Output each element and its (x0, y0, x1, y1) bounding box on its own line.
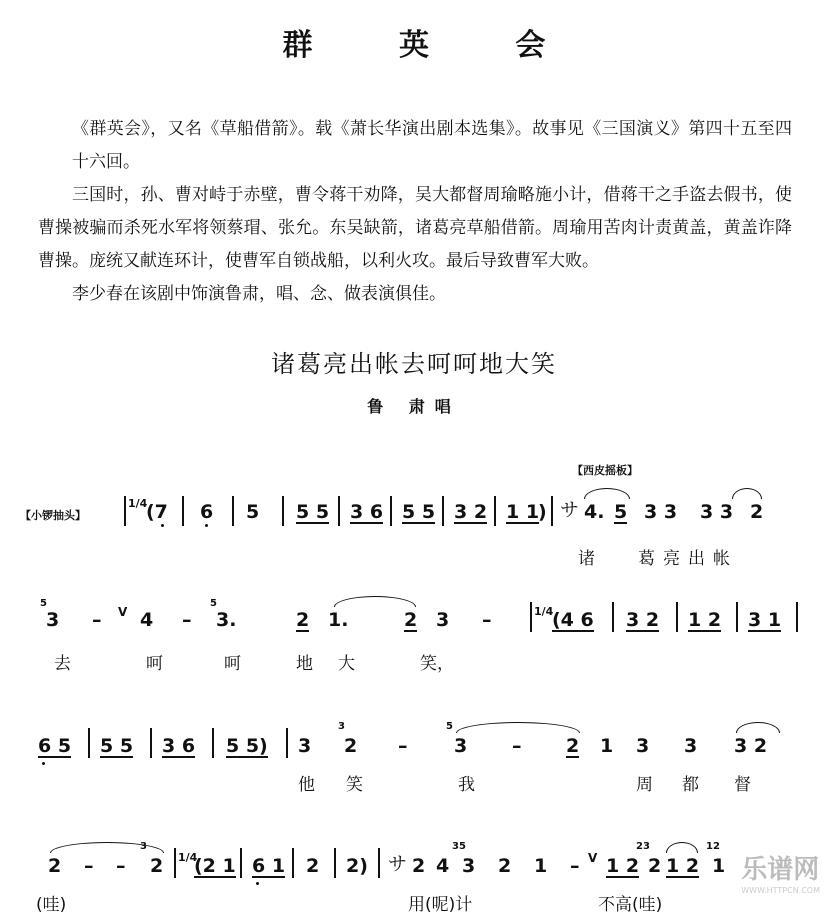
low-octave-dot (205, 524, 208, 527)
watermark-logo (741, 849, 820, 895)
note-group: 3 2 (734, 735, 768, 757)
note-group: 5 5 (296, 501, 330, 523)
lyric: 督 (734, 775, 751, 795)
barline (124, 496, 126, 526)
intro-paragraph-2: 三国时，孙、曹对峙于赤壁，曹令蒋干劝降，吴大都督周瑜略施小计，借蒋干之手盗去假书，使曹操被骗而杀死水军将领蔡瑁、张允。东吴缺箭，诸葛亮草船借箭。周瑜用苦肉计责黄盖，黄盖诈降曹操。庞统又献连环计，使曹军自锁战船，以利火攻。最后导致曹军大败。 (38, 185, 792, 271)
note: 2 (750, 501, 764, 523)
note-group: 5 5) (226, 735, 268, 757)
note: 2 (296, 609, 310, 631)
note: 2 (412, 855, 426, 877)
note: 3. (216, 609, 237, 631)
note: 1 (712, 855, 726, 877)
note: 3 (436, 609, 450, 631)
barline (286, 728, 288, 758)
note: 1. (328, 609, 349, 631)
slur (334, 596, 416, 607)
lyric: 他 (298, 775, 315, 795)
grace-note: 5 (210, 598, 217, 609)
slur (584, 488, 630, 499)
slur (736, 722, 780, 733)
barline (612, 602, 614, 632)
breath-mark: V (118, 605, 128, 619)
barline (530, 602, 532, 632)
barline (232, 496, 234, 526)
note-group: 3 6 (350, 501, 384, 523)
low-octave-dot (256, 882, 259, 885)
intro-paragraph-1: 《群英会》，又名《草船借箭》。载《萧长华演出剧本选集》。故事见《三国演义》第四十五至四十六回。 (72, 119, 792, 172)
note: 2 (344, 735, 358, 757)
lyric: 呵 (224, 654, 241, 674)
barline (150, 728, 152, 758)
grace-note: 5 (40, 598, 47, 609)
note-group: 3 2 (626, 609, 660, 631)
dash: – (84, 855, 94, 877)
note: 5 (246, 501, 260, 523)
note-group: 3 3 (700, 501, 734, 523)
slur (456, 722, 580, 733)
note: 3 (454, 735, 468, 757)
note: 1 (534, 855, 548, 877)
page-title: 群 英 会 (282, 28, 584, 63)
barline (676, 602, 678, 632)
barline (88, 728, 90, 758)
note: 5 (614, 501, 628, 523)
note-group: 1 1 (506, 501, 540, 523)
dash: – (398, 735, 408, 757)
note: 2 (48, 855, 62, 877)
note: 2 (306, 855, 320, 877)
note-group: 6 1 (252, 855, 286, 877)
barline (292, 848, 294, 878)
barline (212, 728, 214, 758)
note: 2 (404, 609, 418, 631)
barline (442, 496, 444, 526)
note-group: 3 6 (162, 735, 196, 757)
note-group: 3 1 (748, 609, 782, 631)
lyric: 葛亮出帐 (638, 549, 738, 569)
lyric: 去 (54, 654, 71, 674)
lyric: 都 (682, 775, 699, 795)
note-group: (2 1 (194, 855, 236, 877)
barline (182, 496, 184, 526)
low-octave-dot (42, 762, 45, 765)
lyric: 用(呢)计 (408, 895, 473, 915)
note: 4. (584, 501, 605, 523)
lyric: (哇) (36, 895, 67, 915)
note: 4 (436, 855, 450, 877)
song-title: 诸葛亮出帐去呵呵地大笑 (271, 350, 557, 378)
note-group: 5 5 (402, 501, 436, 523)
dash: – (570, 855, 580, 877)
grace-note: 23 (636, 841, 650, 852)
lyric: 地 (296, 654, 313, 674)
barline (282, 496, 284, 526)
note: 6 (200, 501, 214, 523)
barline (494, 496, 496, 526)
low-octave-dot (161, 524, 164, 527)
note-group: (4 6 (552, 609, 594, 631)
barline (240, 848, 242, 878)
time-signature: 1/4 (128, 497, 148, 510)
note: ) (538, 501, 547, 523)
barline (551, 496, 553, 526)
note: 2) (346, 855, 368, 877)
note-group: 3 3 (644, 501, 678, 523)
note: 4 (140, 609, 154, 631)
barline (338, 496, 340, 526)
tag-luogu: 【小锣抽头】 (20, 509, 86, 522)
note: 3 (46, 609, 60, 631)
lyric: 诸 (578, 549, 595, 569)
dash: – (116, 855, 126, 877)
lyric: 笑， (420, 654, 454, 674)
dash: – (512, 735, 522, 757)
time-signature: 1/4 (178, 851, 198, 864)
barline (390, 496, 392, 526)
slur (732, 488, 762, 499)
note: 2 (498, 855, 512, 877)
note-group: 1 2 (606, 855, 640, 877)
intro-paragraph-3: 李少春在该剧中饰演鲁肃，唱、念、做表演俱佳。 (72, 284, 446, 304)
grace-note: 3 (338, 721, 345, 732)
grace-note: 35 (452, 841, 466, 852)
watermark-text: 乐谱网 (741, 855, 820, 885)
note: 3 (462, 855, 476, 877)
note: 3 (636, 735, 650, 757)
note: 3 (684, 735, 698, 757)
grace-note: 3 (140, 841, 147, 852)
free-meter-sign: サ (560, 499, 580, 521)
free-meter-sign: サ (388, 853, 408, 875)
note: 1 (600, 735, 614, 757)
lyric: 笑 (346, 775, 363, 795)
lyric: 呵 (146, 654, 163, 674)
dash: – (92, 609, 102, 631)
watermark-url: WWW.HTTPCN.COM (741, 886, 820, 895)
time-signature: 1/4 (534, 605, 554, 618)
note: 2 (150, 855, 164, 877)
grace-note: 5 (446, 721, 453, 732)
breath-mark: V (588, 851, 598, 865)
slur (666, 842, 698, 853)
note-group: 5 5 (100, 735, 134, 757)
barline (796, 602, 798, 632)
tag-banqiang: 【西皮摇板】 (572, 464, 638, 477)
lyric: 不高(哇) (598, 895, 663, 915)
note: 3 (298, 735, 312, 757)
note: 2 (648, 855, 662, 877)
barline (334, 848, 336, 878)
dash: – (182, 609, 192, 631)
note-group: 1 2 (688, 609, 722, 631)
lyric: 周 (636, 775, 653, 795)
barline (736, 602, 738, 632)
note-group: 3 2 (454, 501, 488, 523)
dash: – (482, 609, 492, 631)
note: (7 (146, 501, 168, 523)
note-group: 1 2 (666, 855, 700, 877)
grace-note: 12 (706, 841, 720, 852)
lyric: 大 (338, 654, 355, 674)
singer-credit: 鲁 肃唱 (367, 397, 461, 416)
note: 2 (566, 735, 580, 757)
barline (174, 848, 176, 878)
note-group: 6 5 (38, 735, 72, 757)
lyric: 我 (458, 775, 475, 795)
barline (378, 848, 380, 878)
